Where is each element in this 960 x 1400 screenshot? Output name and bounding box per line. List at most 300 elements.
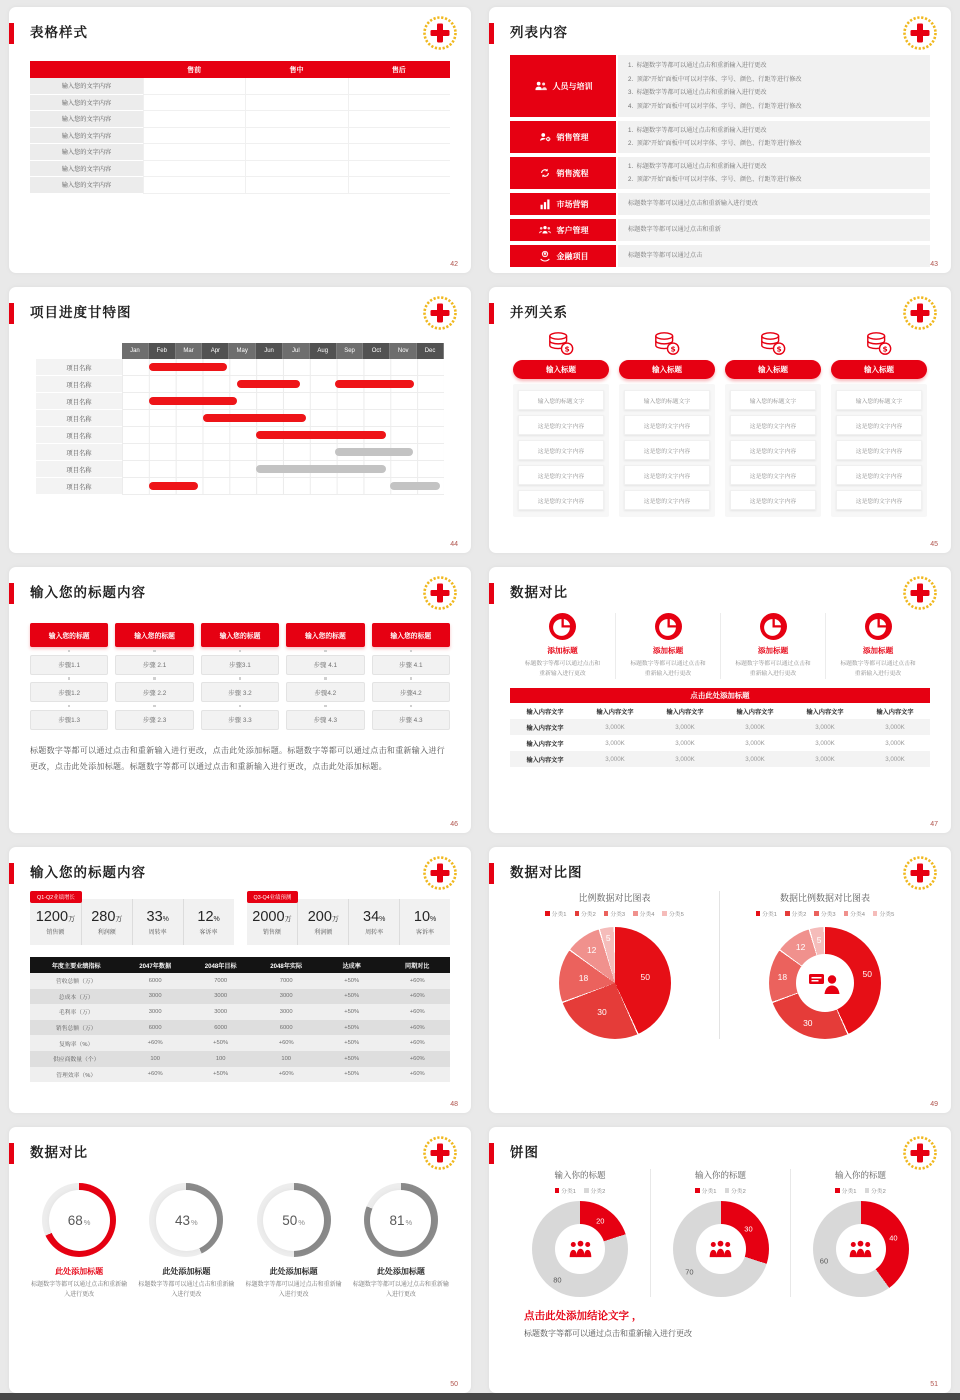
step-column — [115, 623, 193, 730]
slide-47-thumbnail[interactable] — [489, 567, 951, 833]
slice-value-label: 80 — [553, 1275, 562, 1285]
cell: 3000 — [148, 1008, 162, 1015]
gantt-month-header: May — [229, 343, 256, 359]
step-column — [30, 623, 108, 730]
column-header-button[interactable]: 输入您的标题 — [286, 623, 364, 647]
empty-cell — [245, 144, 347, 161]
empty-cell — [143, 161, 245, 178]
cell: 供应商数量（个） — [53, 1057, 100, 1064]
gantt-row-label: 项目名称 — [36, 376, 122, 393]
cell-42 — [0, 0, 480, 280]
kpi-panel — [247, 895, 451, 945]
card-desc: 标题数字等都可以通过点击和重新输入进行更改 — [840, 661, 916, 678]
stat — [81, 899, 132, 945]
legend-item — [633, 909, 654, 918]
cell: 7000 — [279, 977, 293, 984]
section-banner[interactable]: 点击此处添加标题 — [510, 688, 930, 703]
gantt-row — [36, 444, 444, 461]
cell: +50% — [344, 993, 360, 1000]
list-item: 输入您的标题文字 — [624, 390, 710, 410]
legend-swatch — [545, 911, 550, 916]
cell-43 — [480, 0, 960, 280]
list-row — [510, 121, 930, 153]
list-line: 2. 顶部“开始”面板中可以对字体、字号、颜色、行距等进行修改 — [628, 176, 802, 183]
legend-swatch — [835, 1188, 840, 1193]
cell: +60% — [147, 1040, 163, 1047]
ring-block — [352, 1183, 450, 1300]
table-header-row — [510, 703, 930, 719]
slide-44-thumbnail[interactable] — [9, 287, 471, 553]
page-number: 42 — [450, 261, 458, 268]
gantt-row-label: 项目名称 — [36, 444, 122, 461]
table-row — [30, 1067, 450, 1083]
percent-sign: % — [405, 1217, 413, 1227]
ring-block — [245, 1183, 343, 1300]
donut-columns — [510, 1169, 930, 1297]
legend-label: 分类2 — [590, 1189, 606, 1195]
empty-cell — [143, 144, 245, 161]
cell-48 — [0, 840, 480, 1120]
gantt-bar — [149, 482, 199, 490]
cell: 100 — [281, 1055, 292, 1062]
ring-title: 此处添加标题 — [55, 1267, 104, 1276]
step-column — [286, 623, 364, 730]
list-item: 这是您的文字内容 — [624, 465, 710, 485]
column-panel — [619, 384, 715, 517]
donut-hole — [796, 954, 854, 1012]
steps-section — [30, 623, 450, 775]
column-header-button[interactable]: 输入您的标题 — [115, 623, 193, 647]
row-label: 输入您的文字内容 — [30, 128, 143, 145]
gantt-track — [122, 444, 444, 461]
legend-item — [814, 909, 835, 918]
empty-cell — [245, 161, 347, 178]
step-box: 步骤 2.1 — [115, 655, 193, 675]
cell: 6000 — [148, 1024, 162, 1031]
ring-value: 81 — [389, 1212, 405, 1228]
slide-46-thumbnail[interactable] — [9, 567, 471, 833]
slide-title: 列表内容 — [510, 25, 568, 40]
gantt-row-label: 项目名称 — [36, 359, 122, 376]
people-group-icon — [567, 1239, 594, 1259]
table-header-row — [30, 61, 450, 78]
cell: 毛利率（万） — [58, 1010, 94, 1017]
gantt-row — [36, 376, 444, 393]
conclusion-desc: 标题数字等都可以通过点击和重新输入进行更改 — [524, 1329, 692, 1338]
people-group-icon — [707, 1239, 734, 1259]
chart-legend — [510, 909, 719, 918]
list-line: 标题数字等都可以通过点击和重新输入进行更改 — [628, 200, 758, 208]
table-row — [30, 111, 450, 128]
empty-cell — [348, 78, 450, 95]
card-title: 添加标题 — [862, 646, 894, 655]
list-item: 这是您的文字内容 — [518, 490, 604, 510]
ring-hole — [263, 1190, 324, 1251]
category-label: 市场营销 — [556, 199, 589, 209]
stat-unit: 万 — [284, 915, 292, 923]
cell: +60% — [278, 1071, 294, 1078]
empty-cell — [143, 128, 245, 145]
header-cell: 输入内容文字 — [736, 708, 774, 716]
stat-value: 33 — [146, 908, 163, 925]
step-box: 步骤 3.3 — [201, 710, 279, 730]
pie-glyph-icon — [865, 613, 892, 640]
row-label: 输入内容文字 — [526, 724, 564, 732]
cell-45 — [480, 280, 960, 560]
chart-legend — [720, 909, 930, 918]
gantt-month-header: Nov — [390, 343, 417, 359]
cell-44 — [0, 280, 480, 560]
ring-chart-1 — [149, 1183, 223, 1257]
slide-50-thumbnail[interactable] — [9, 1127, 471, 1393]
row-label: 输入您的文字内容 — [30, 111, 143, 128]
list-line: 2. 顶部“开始”面板中可以对字体、字号、颜色、行距等进行修改 — [628, 75, 802, 83]
card-title: 添加标题 — [757, 646, 789, 655]
legend-item — [662, 909, 683, 918]
step-box: 步骤 4.3 — [372, 710, 450, 730]
stat-label: 利润额 — [97, 929, 116, 936]
customer-management-icon — [538, 224, 552, 236]
kpi-panels — [30, 889, 450, 945]
legend-item — [584, 1186, 605, 1195]
slice-value-label: 30 — [744, 1224, 753, 1234]
legend-label: 分类5 — [879, 912, 895, 918]
cell: +50% — [344, 1071, 360, 1078]
gantt-bar — [335, 448, 413, 456]
header-cell: 2048年目标 — [204, 962, 237, 970]
donut-column — [510, 1169, 650, 1297]
legend-label: 分类2 — [791, 912, 807, 918]
step-box: 步骤3.1 — [201, 655, 279, 675]
page-number: 50 — [450, 1381, 458, 1388]
category-label: 客户管理 — [556, 225, 589, 235]
step-column — [372, 623, 450, 730]
legend-item — [575, 909, 596, 918]
gantt-row — [36, 393, 444, 410]
stat-card — [720, 613, 825, 679]
empty-cell — [245, 177, 347, 194]
percent-sign: % — [298, 1217, 305, 1227]
list-item: 这是您的文字内容 — [518, 465, 604, 485]
list-line: 1. 标题数字等都可以通过点击和重新输入进行更改 — [628, 62, 767, 69]
legend-item — [604, 909, 625, 918]
stat-value: 34 — [363, 908, 380, 925]
stat-unit: 万 — [115, 915, 123, 923]
people-group-icon — [847, 1239, 874, 1259]
legend-item — [835, 1186, 856, 1195]
svg-text:¥: ¥ — [542, 252, 547, 258]
list-item: 输入您的标题文字 — [836, 390, 922, 410]
cell: +50% — [344, 1024, 360, 1031]
column-title-button[interactable]: 输入标题 — [725, 360, 821, 379]
connector-dot — [324, 650, 327, 653]
cell: +60% — [409, 1040, 425, 1047]
list-body — [618, 55, 930, 117]
cell-value: 3,000K — [745, 723, 765, 731]
legend-label: 分类5 — [668, 912, 684, 918]
slice-value-label: 30 — [597, 1006, 607, 1017]
list-line: 1. 标题数字等都可以通过点击和重新输入进行更改 — [628, 126, 767, 134]
cell-value: 3,000K — [815, 755, 835, 763]
kpi-section — [30, 889, 450, 1082]
list-item: 这是您的文字内容 — [518, 440, 604, 460]
step-box: 步骤1.3 — [30, 710, 108, 730]
ring-title: 此处添加标题 — [162, 1267, 211, 1276]
sample-table — [30, 61, 450, 194]
list-row — [510, 157, 930, 189]
cell-value: 3,000K — [885, 739, 905, 747]
connector-dot — [324, 677, 327, 680]
stat-unit: % — [430, 915, 437, 923]
gantt-month-header: Jan — [122, 343, 149, 359]
gantt-bar — [335, 380, 414, 388]
column-title-button[interactable]: 输入标题 — [831, 360, 927, 379]
row-label: 输入内容文字 — [526, 756, 564, 764]
cell: +50% — [344, 1008, 360, 1015]
list-line: 标题数字等都可以通过点击 — [628, 252, 703, 260]
category-block — [510, 157, 616, 189]
table-row — [510, 719, 930, 735]
slide-title: 并列关系 — [510, 305, 568, 320]
mini-donut-1 — [673, 1201, 769, 1297]
chart-title: 比例数据对比图表 — [578, 893, 651, 903]
gantt-row-label: 项目名称 — [36, 393, 122, 410]
cell-50 — [0, 1120, 480, 1400]
connector-dot — [68, 705, 71, 708]
chart-section — [510, 891, 930, 1039]
list-item: 这是您的文字内容 — [836, 490, 922, 510]
slide-45-thumbnail[interactable] — [489, 287, 951, 553]
list-item: 这是您的文字内容 — [730, 440, 816, 460]
red-cross-wreath-logo-icon — [902, 855, 938, 891]
ring-charts-section — [30, 1183, 450, 1300]
gantt-chart — [36, 343, 444, 495]
cell-51 — [480, 1120, 960, 1400]
cell: +60% — [409, 1071, 425, 1078]
gantt-track — [122, 410, 444, 427]
table-row — [30, 95, 450, 112]
list-row — [510, 245, 930, 267]
people-training-icon — [534, 80, 548, 92]
red-cross-wreath-logo-icon — [902, 15, 938, 51]
step-box: 步骤 2.2 — [115, 682, 193, 702]
cell: 复购率（%） — [59, 1041, 94, 1048]
red-cross-wreath-logo-icon — [902, 1135, 938, 1171]
stat-label: 周转率 — [148, 929, 167, 936]
cell-49 — [480, 840, 960, 1120]
stat — [247, 899, 298, 945]
legend-swatch — [584, 1188, 589, 1193]
connector-dot — [239, 677, 242, 680]
parallel-column — [513, 331, 609, 517]
category-block — [510, 193, 616, 215]
panel-stats — [30, 899, 234, 945]
column-header-button[interactable]: 输入您的标题 — [372, 623, 450, 647]
cell-46 — [0, 560, 480, 840]
gantt-row — [36, 427, 444, 444]
column-panel — [725, 384, 821, 517]
cell-value: 3,000K — [885, 755, 905, 763]
gantt-bar — [149, 363, 227, 371]
cell: +50% — [213, 1071, 229, 1078]
cell: +60% — [409, 977, 425, 984]
chart-legend — [657, 1186, 784, 1195]
ring-value: 50 — [282, 1212, 298, 1228]
svg-text:$: $ — [670, 344, 676, 354]
stat-value: 200 — [307, 908, 332, 925]
gantt-row-label: 项目名称 — [36, 478, 122, 495]
column-title-button[interactable]: 输入标题 — [619, 360, 715, 379]
stat-label: 销售额 — [262, 929, 281, 936]
slide-title: 输入您的标题内容 — [30, 865, 146, 880]
legend-swatch — [873, 911, 878, 916]
ring-title: 此处添加标题 — [269, 1267, 318, 1276]
cell: +50% — [344, 1040, 360, 1047]
legend-item — [695, 1186, 716, 1195]
cell: 营收总额（万） — [55, 979, 97, 986]
pie-glyph-icon — [655, 613, 682, 640]
list-item: 这是您的文字内容 — [836, 440, 922, 460]
sales-management-icon — [538, 131, 552, 143]
legend-item — [555, 1186, 576, 1195]
ring-desc: 标题数字等都可以通过点击和重新输入进行更改 — [352, 1282, 449, 1299]
connector-dot — [410, 650, 413, 653]
cell-value: 3,000K — [605, 739, 625, 747]
cell: 3000 — [279, 1008, 293, 1015]
ring-desc: 标题数字等都可以通过点击和重新输入进行更改 — [31, 1282, 128, 1299]
cell: +60% — [147, 1071, 163, 1078]
gantt-bar — [149, 397, 238, 405]
empty-cell — [348, 161, 450, 178]
stat-unit: % — [162, 915, 169, 923]
ring-desc: 标题数字等都可以通过点击和重新输入进行更改 — [245, 1282, 342, 1299]
column-header-button[interactable]: 输入您的标题 — [30, 623, 108, 647]
page-number: 44 — [450, 541, 458, 548]
stat — [297, 899, 348, 945]
sales-process-icon — [538, 167, 552, 179]
list-line: 1. 标题数字等都可以通过点击和重新输入进行更改 — [628, 162, 767, 170]
list-item: 这是您的文字内容 — [730, 415, 816, 435]
step-column — [201, 623, 279, 730]
cell: +60% — [409, 1024, 425, 1031]
stat-value: 280 — [91, 908, 116, 925]
title-accent-bar — [489, 23, 494, 44]
connector-dot — [239, 705, 242, 708]
legend-label: 分类1 — [561, 1189, 576, 1195]
coins-icon — [831, 331, 927, 357]
conclusion-block — [510, 1306, 930, 1339]
slide-51-thumbnail[interactable] — [489, 1127, 951, 1393]
ring-chart-0 — [42, 1183, 116, 1257]
ring-hole — [370, 1190, 431, 1251]
slice-value-label: 50 — [862, 969, 872, 980]
slice-value-label: 50 — [640, 971, 650, 982]
empty-cell — [143, 78, 245, 95]
red-cross-wreath-logo-icon — [422, 575, 458, 611]
slide-48-thumbnail[interactable] — [9, 847, 471, 1113]
gantt-row — [36, 478, 444, 495]
cell: +50% — [344, 977, 360, 984]
legend-label: 分类2 — [731, 1189, 746, 1195]
cell: +60% — [278, 1040, 294, 1047]
legend-label: 分类1 — [551, 912, 567, 918]
legend-label: 分类1 — [701, 1189, 717, 1195]
svg-text:$: $ — [882, 344, 888, 354]
parallel-column — [831, 331, 927, 517]
steps-grid — [30, 623, 450, 730]
table-row — [30, 989, 450, 1005]
slide-43-thumbnail[interactable] — [489, 7, 951, 273]
chart-legend — [797, 1186, 924, 1195]
column-panel — [831, 384, 927, 517]
cell: 3000 — [148, 993, 162, 1000]
empty-cell — [245, 95, 347, 112]
header-cell: 达成率 — [342, 962, 361, 970]
cell-value: 3,000K — [675, 755, 695, 763]
gantt-track — [122, 359, 444, 376]
empty-cell — [348, 111, 450, 128]
list-item: 输入您的标题文字 — [518, 390, 604, 410]
stat-unit: 万 — [68, 915, 76, 923]
table-row — [510, 735, 930, 751]
coins-icon — [725, 331, 821, 357]
parallel-column — [619, 331, 715, 517]
title-accent-bar — [489, 583, 494, 604]
step-box: 步骤4.2 — [286, 682, 364, 702]
step-box: 步骤4.2 — [372, 682, 450, 702]
gantt-row-label: 项目名称 — [36, 461, 122, 478]
legend-item — [873, 909, 894, 918]
red-cross-wreath-logo-icon — [902, 295, 938, 331]
gantt-month-header: Aug — [310, 343, 337, 359]
list-body — [618, 121, 930, 153]
empty-cell — [143, 95, 245, 112]
stat-label: 客诉率 — [416, 929, 435, 936]
connector-dot — [68, 677, 71, 680]
page-number: 47 — [930, 821, 938, 828]
cell: 3000 — [214, 993, 228, 1000]
stat — [348, 899, 399, 945]
cell: 100 — [215, 1055, 226, 1062]
page-number: 43 — [930, 261, 938, 268]
title-accent-bar — [9, 303, 14, 324]
column-header-button[interactable]: 输入您的标题 — [201, 623, 279, 647]
slide-49-thumbnail[interactable] — [489, 847, 951, 1113]
gantt-bar — [390, 482, 440, 490]
red-cross-wreath-logo-icon — [902, 575, 938, 611]
chart-title: 输入你的标题 — [694, 1170, 746, 1180]
row-label: 输入您的文字内容 — [30, 177, 143, 194]
slice-value-label: 40 — [889, 1233, 898, 1243]
header-cell: 2047年数据 — [139, 962, 172, 970]
ring-hole — [49, 1190, 110, 1251]
cell: 6000 — [279, 1024, 293, 1031]
header-cell: 输入内容文字 — [596, 708, 634, 716]
slice-value-label: 12 — [795, 942, 806, 953]
column-title-button[interactable]: 输入标题 — [513, 360, 609, 379]
header-cell: 输入内容文字 — [876, 708, 914, 716]
table-row — [30, 973, 450, 989]
step-box: 步骤 4.3 — [286, 710, 364, 730]
category-block — [510, 55, 616, 117]
title-accent-bar — [9, 1143, 14, 1164]
list-row — [510, 55, 930, 117]
connector-dot — [410, 705, 413, 708]
gantt-month-header: Dec — [417, 343, 444, 359]
gantt-month-header: Jun — [256, 343, 283, 359]
gantt-row-label: 项目名称 — [36, 427, 122, 444]
slide-42-thumbnail[interactable] — [9, 7, 471, 273]
